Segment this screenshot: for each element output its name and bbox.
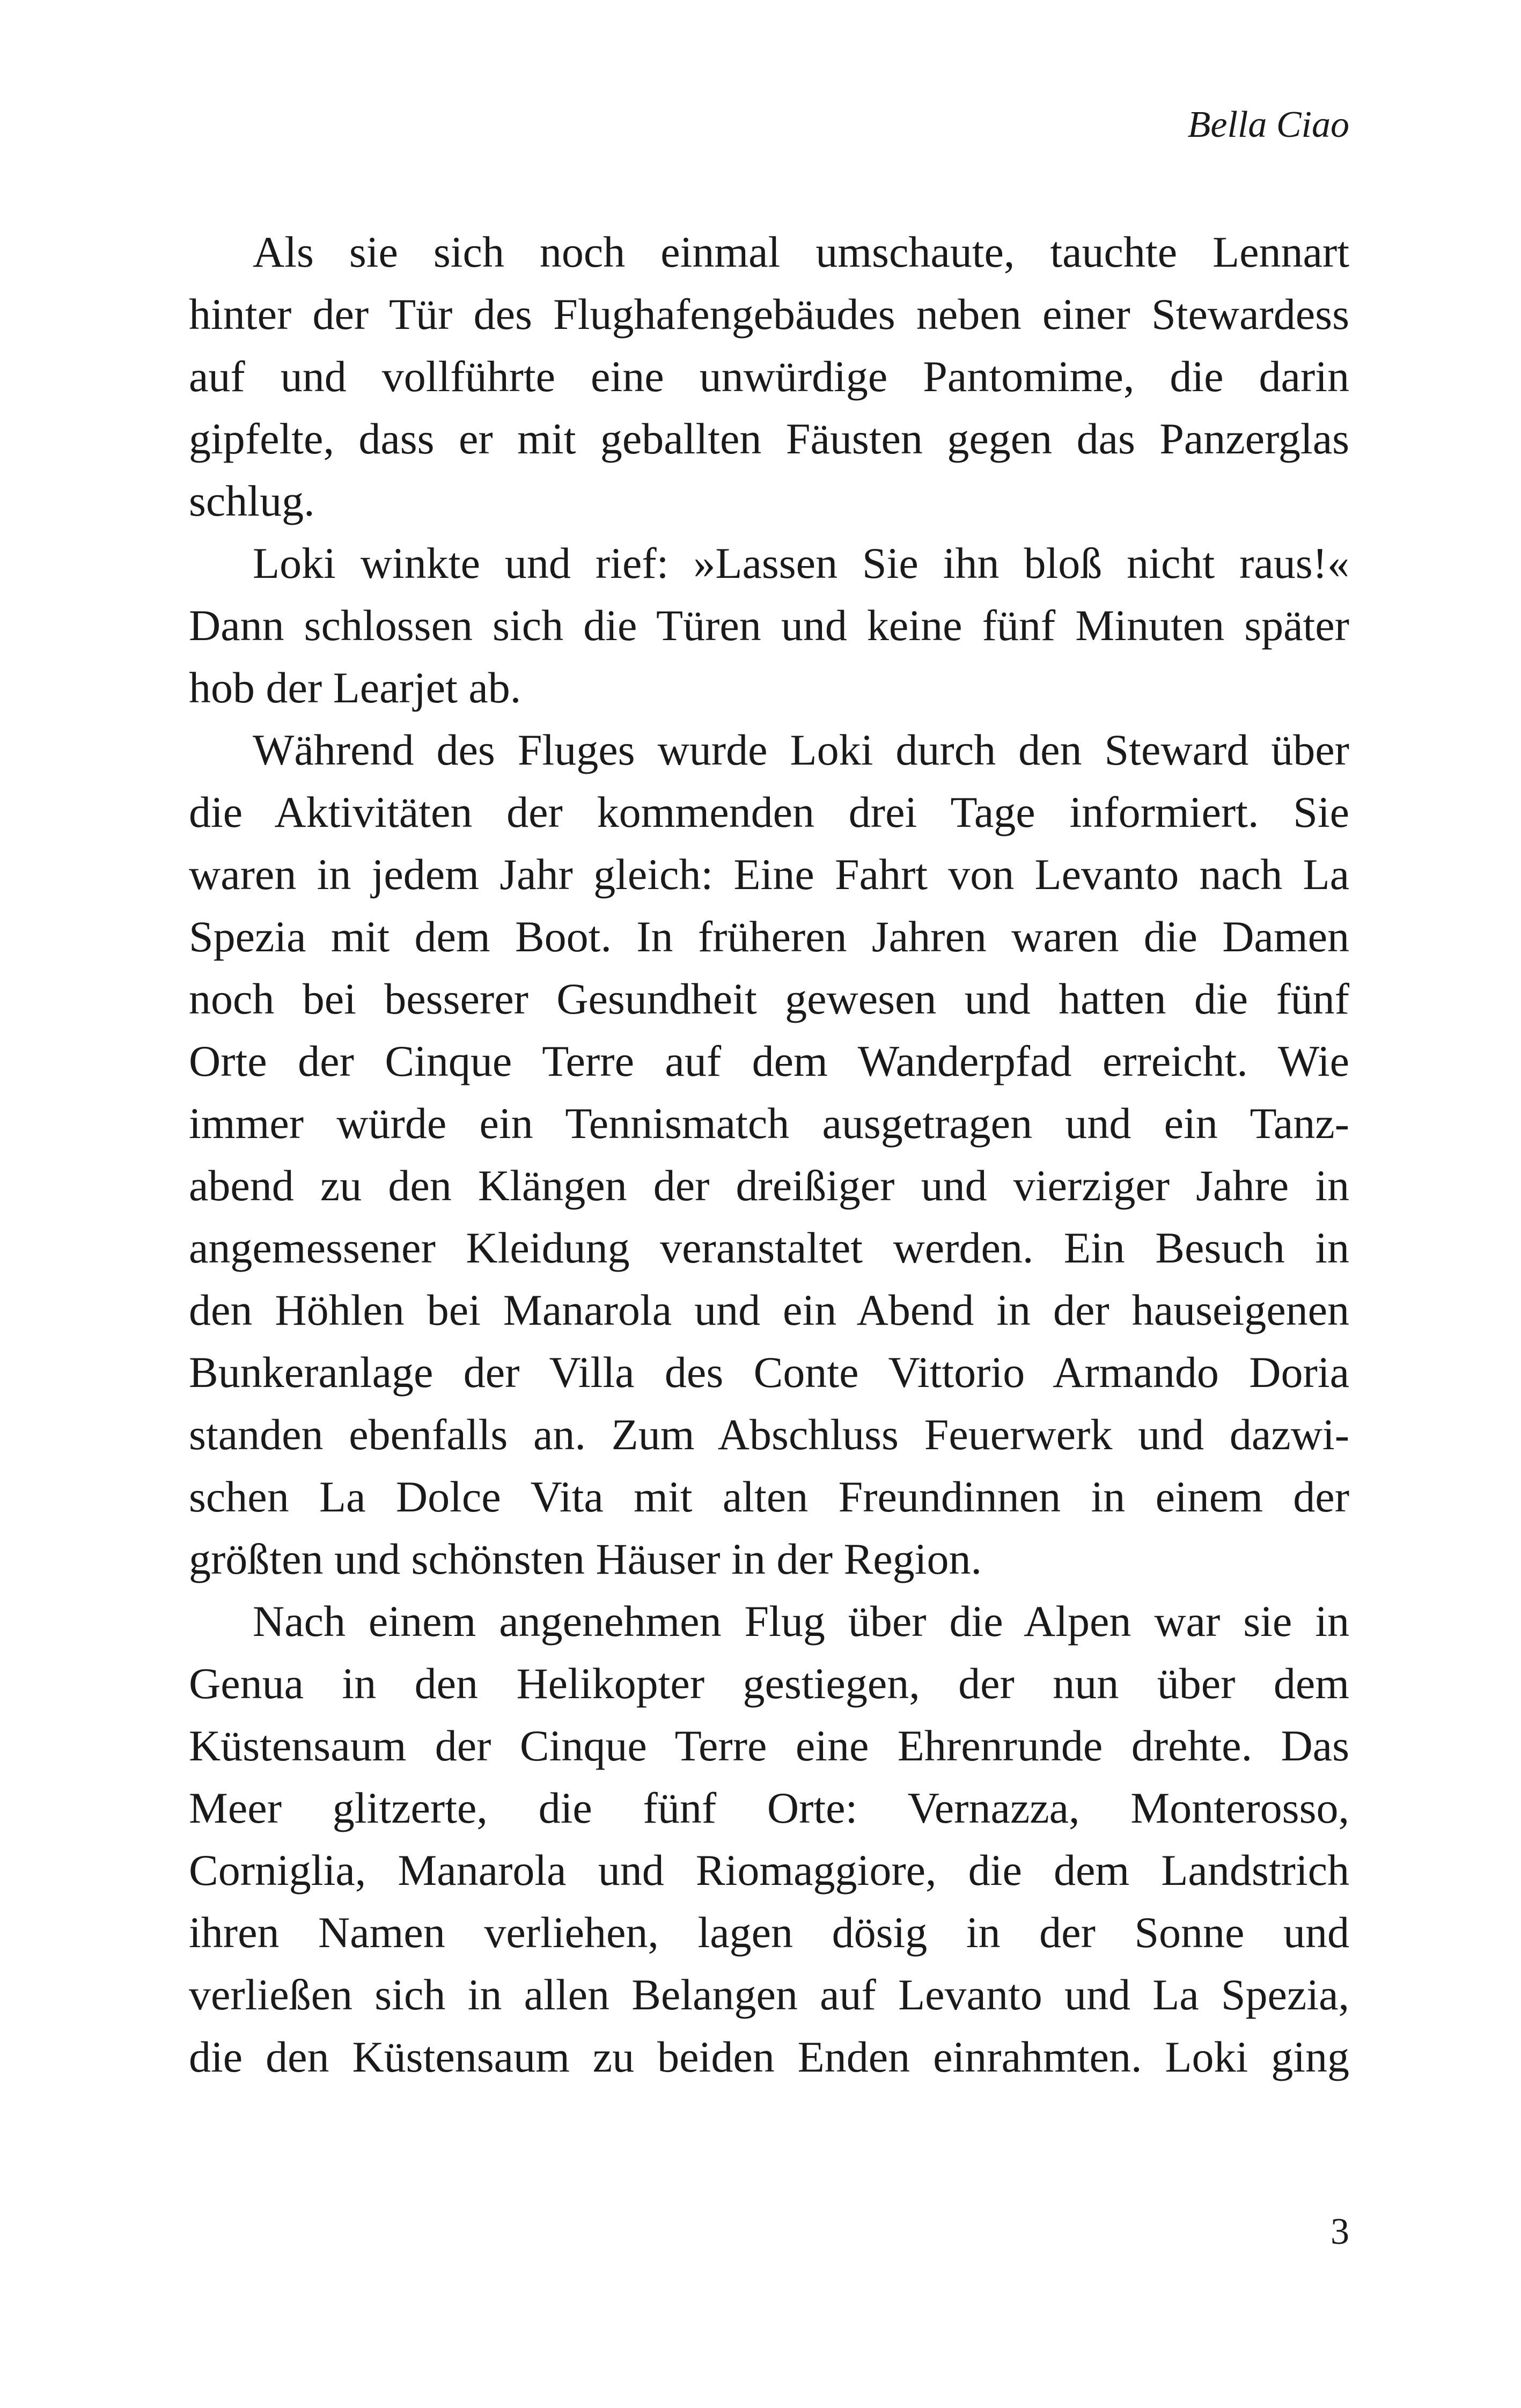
text-line: die Aktivitäten der kommenden drei Tage informiert. Sie [189,788,1349,836]
running-head: Bella Ciao [1187,104,1349,145]
text-line: verließen sich in allen Belangen auf Levanto und La Spezia, [189,1970,1349,2019]
text-line: die den Küstensaum zu beiden Enden einrahmten. Loki ging [189,2032,1349,2081]
text-line: auf und vollführte eine unwürdige Pantomime, die darin [189,352,1349,401]
text-line: Bunkeranlage der Villa des Conte Vittorio Armando Doria [189,1348,1349,1397]
text-line: ihren Namen verliehen, lagen dösig in der Sonne und [189,1908,1349,1957]
text-line: größten und schönsten Häuser in der Region. [189,1535,982,1583]
text-line: waren in jedem Jahr gleich: Eine Fahrt von Levanto nach La [189,850,1349,899]
text-line: Dann schlossen sich die Türen und keine fünf Minuten später [189,601,1349,650]
text-line: Loki winkte und rief: »Lassen Sie ihn bloß nicht raus!« [253,539,1349,588]
text-line: Als sie sich noch einmal umschaute, tauchte Lennart [253,227,1349,276]
text-line: immer würde ein Tennismatch ausgetragen und ein Tanz- [189,1099,1349,1148]
text-line: noch bei besserer Gesundheit gewesen und hatten die fünf [189,974,1349,1023]
text-line: Spezia mit dem Boot. In früheren Jahren waren die Damen [189,912,1349,961]
text-line: Küstensaum der Cinque Terre eine Ehrenrunde drehte. Das [189,1721,1349,1770]
text-line: Genua in den Helikopter gestiegen, der nun über dem [189,1659,1349,1708]
text-line: schen La Dolce Vita mit alten Freundinnen in einem der [189,1472,1349,1521]
text-line: gipfelte, dass er mit geballten Fäusten gegen das Panzerglas [189,414,1349,463]
text-line: abend zu den Klängen der dreißiger und vierziger Jahre in [189,1161,1349,1210]
text-line: Corniglia, Manarola und Riomaggiore, die dem Landstrich [189,1846,1349,1895]
text-line: hinter der Tür des Flughafengebäudes neben einer Stewardess [189,290,1349,339]
text-line: Orte der Cinque Terre auf dem Wanderpfad erreicht. Wie [189,1037,1349,1085]
text-line: Meer glitzerte, die fünf Orte: Vernazza, Monterosso, [189,1783,1349,1832]
text-line: Nach einem angenehmen Flug über die Alpen war sie in [253,1597,1349,1646]
body-text [189,221,1349,2088]
text-line: angemessener Kleidung veranstaltet werden. Ein Besuch in [189,1223,1349,1272]
text-line: hob der Learjet ab. [189,663,521,712]
page-number: 3 [1331,2211,1349,2252]
text-line: den Höhlen bei Manarola und ein Abend in der hauseigenen [189,1286,1349,1334]
text-line: schlug. [189,476,315,525]
text-line: standen ebenfalls an. Zum Abschluss Feuerwerk und dazwi- [189,1410,1349,1459]
text-line: Während des Fluges wurde Loki durch den Steward über [253,725,1349,774]
